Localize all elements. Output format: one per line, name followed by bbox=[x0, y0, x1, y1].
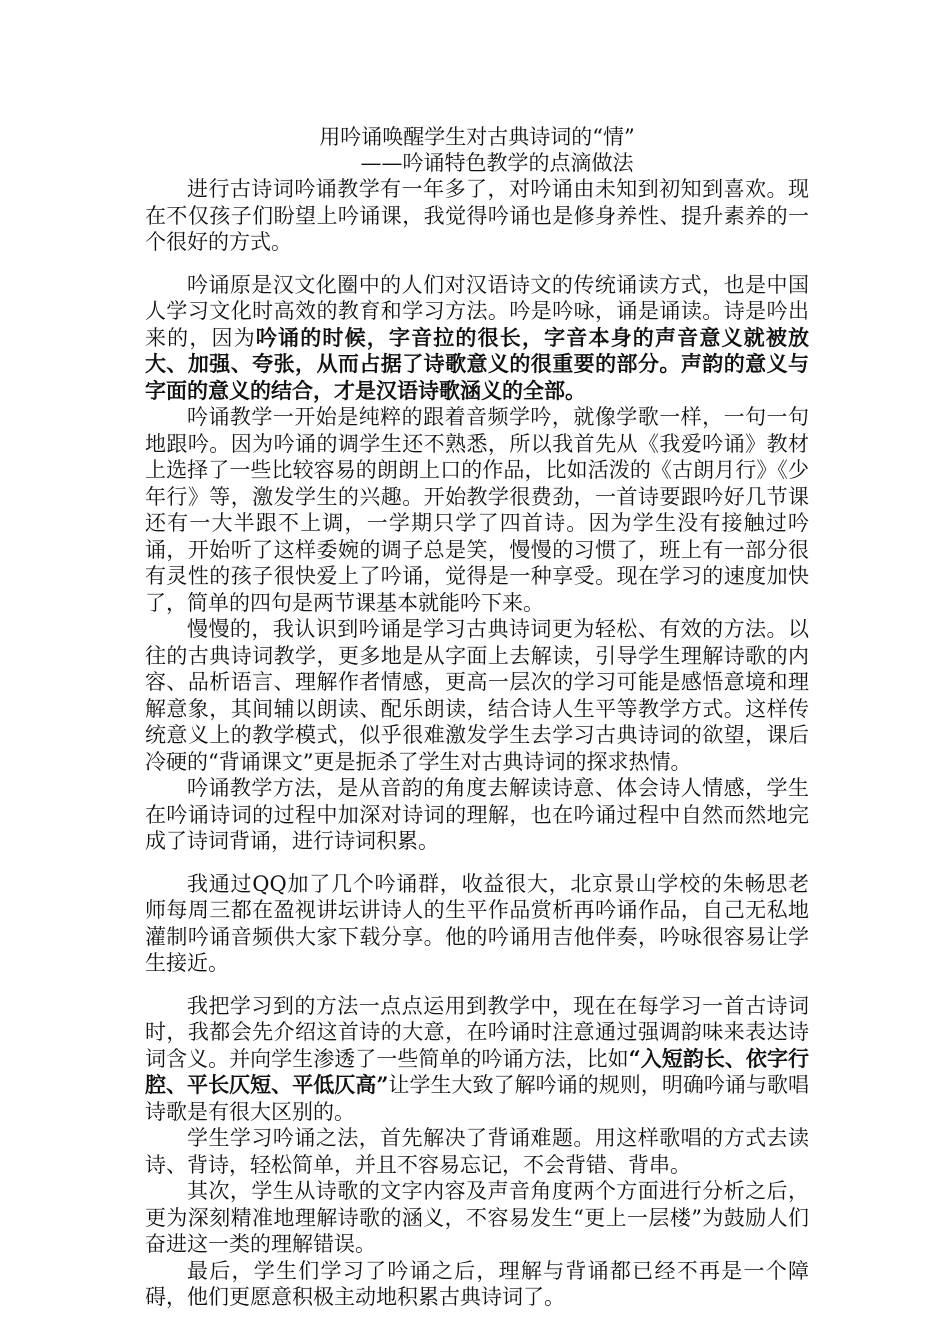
paragraph-2-text: 吟诵原是汉文化圈中的人们对汉语诗文的传统诵读方式，也是中国人学习文化时高效的教育和学习方法。吟是吟咏，诵是诵读。诗是吟出来的，因为 bbox=[145, 272, 809, 350]
paragraph-4: 慢慢的，我认识到吟诵是学习古典诗词更为轻松、有效的方法。以往的古典诗词教学，更多地是从字面上去解读，引导学生理解诗歌的内容、品析语言、理解作者情感，更高一层次的学习可能是感悟意境和理解意象，其间辅以朗读、配乐朗读，结合诗人生平等教学方式。这样传统意义上的教学模式，似乎很难激发学生去学习古典诗词的欲望，课后冷硬的“背诵课文”更是扼杀了学生对古典诗词的探求热情。 bbox=[145, 617, 809, 774]
paragraph-10: 最后，学生们学习了吟诵之后，理解与背诵都已经不再是一个障碍，他们更愿意积极主动地积累古典诗词了。 bbox=[145, 1258, 809, 1309]
paragraph-2-bold-text: 吟诵的时候，字音拉的很长，字音本身的声音意义就被放大、加强、夸张，从而占据了诗歌意义的很重要的部分。声韵的意义与字面的意义的结合，才是汉语诗歌涵义的全部。 bbox=[145, 324, 810, 403]
paragraph-8: 学生学习吟诵之法，首先解决了背诵难题。用这样歌唱的方式去读诗、背诗，轻松简单，并且不容易忘记，不会背错、背串。 bbox=[145, 1126, 809, 1177]
paragraph-9: 其次，学生从诗歌的文字内容及声音角度两个方面进行分析之后，更为深刻精准地理解诗歌的涵义，不容易发生“更上一层楼”为鼓励人们奋进这一类的理解错误。 bbox=[145, 1179, 809, 1256]
paragraph-2 bbox=[145, 272, 809, 405]
paragraph-7-text-b: 让学生大致了解吟诵的规则，明确吟诵与歌唱诗歌是有很大区别的。 bbox=[145, 1073, 809, 1124]
paragraph-3: 吟诵教学一开始是纯粹的跟着音频学吟，就像学歌一样，一句一句地跟吟。因为吟诵的调学生还不熟悉，所以我首先从《我爱吟诵》教材上选择了一些比较容易的朗朗上口的作品，比如活泼的《古朗月行》《少年行》等，激发学生的兴趣。开始教学很费劲，一首诗要跟吟好几节课还有一大半跟不上调，一学期只学了四首诗。因为学生没有接触过吟诵，开始听了这样委婉的调子总是笑，慢慢的习惯了，班上有一部分很有灵性的孩子很快爱上了吟诵，觉得是一种享受。现在学习的速度加快了，简单的四句是两节课基本就能吟下来。 bbox=[145, 405, 809, 615]
paragraph-7-bold-text: “入短韵长、依字行腔、平长仄短、平低仄高” bbox=[145, 1045, 809, 1097]
document-page bbox=[145, 124, 809, 1311]
paragraph-7-text-a: 我把学习到的方法一点点运用到教学中，现在在每学习一首古诗词时，我都会先介绍这首诗的大意，在吟诵时注意通过强调韵味来表达诗词含义。并向学生渗透了一些简单的吟诵方法，比如 bbox=[145, 993, 809, 1071]
paragraph-7 bbox=[145, 993, 809, 1126]
paragraph-6: 我通过QQ加了几个吟诵群，收益很大，北京景山学校的朱畅思老师每周三都在盈视讲坛讲诗人的生平作品赏析再吟诵作品，自己无私地灌制吟诵音频供大家下载分享。他的吟诵用吉他伴奏，吟咏很容易让学生接近。 bbox=[145, 871, 809, 975]
paragraph-1: 进行古诗词吟诵教学有一年多了，对吟诵由未知到初知到喜欢。现在不仅孩子们盼望上吟诵课，我觉得吟诵也是修身养性、提升素养的一个很好的方式。 bbox=[145, 177, 809, 254]
paragraph-5: 吟诵教学方法，是从音韵的角度去解读诗意、体会诗人情感，学生在吟诵诗词的过程中加深对诗词的理解，也在吟诵过程中自然而然地完成了诗词背诵，进行诗词积累。 bbox=[145, 776, 809, 853]
document-subtitle: ——吟诵特色教学的点滴做法 bbox=[360, 151, 634, 175]
document-title: 用吟诵唤醒学生对古典诗词的“情” bbox=[319, 125, 635, 149]
